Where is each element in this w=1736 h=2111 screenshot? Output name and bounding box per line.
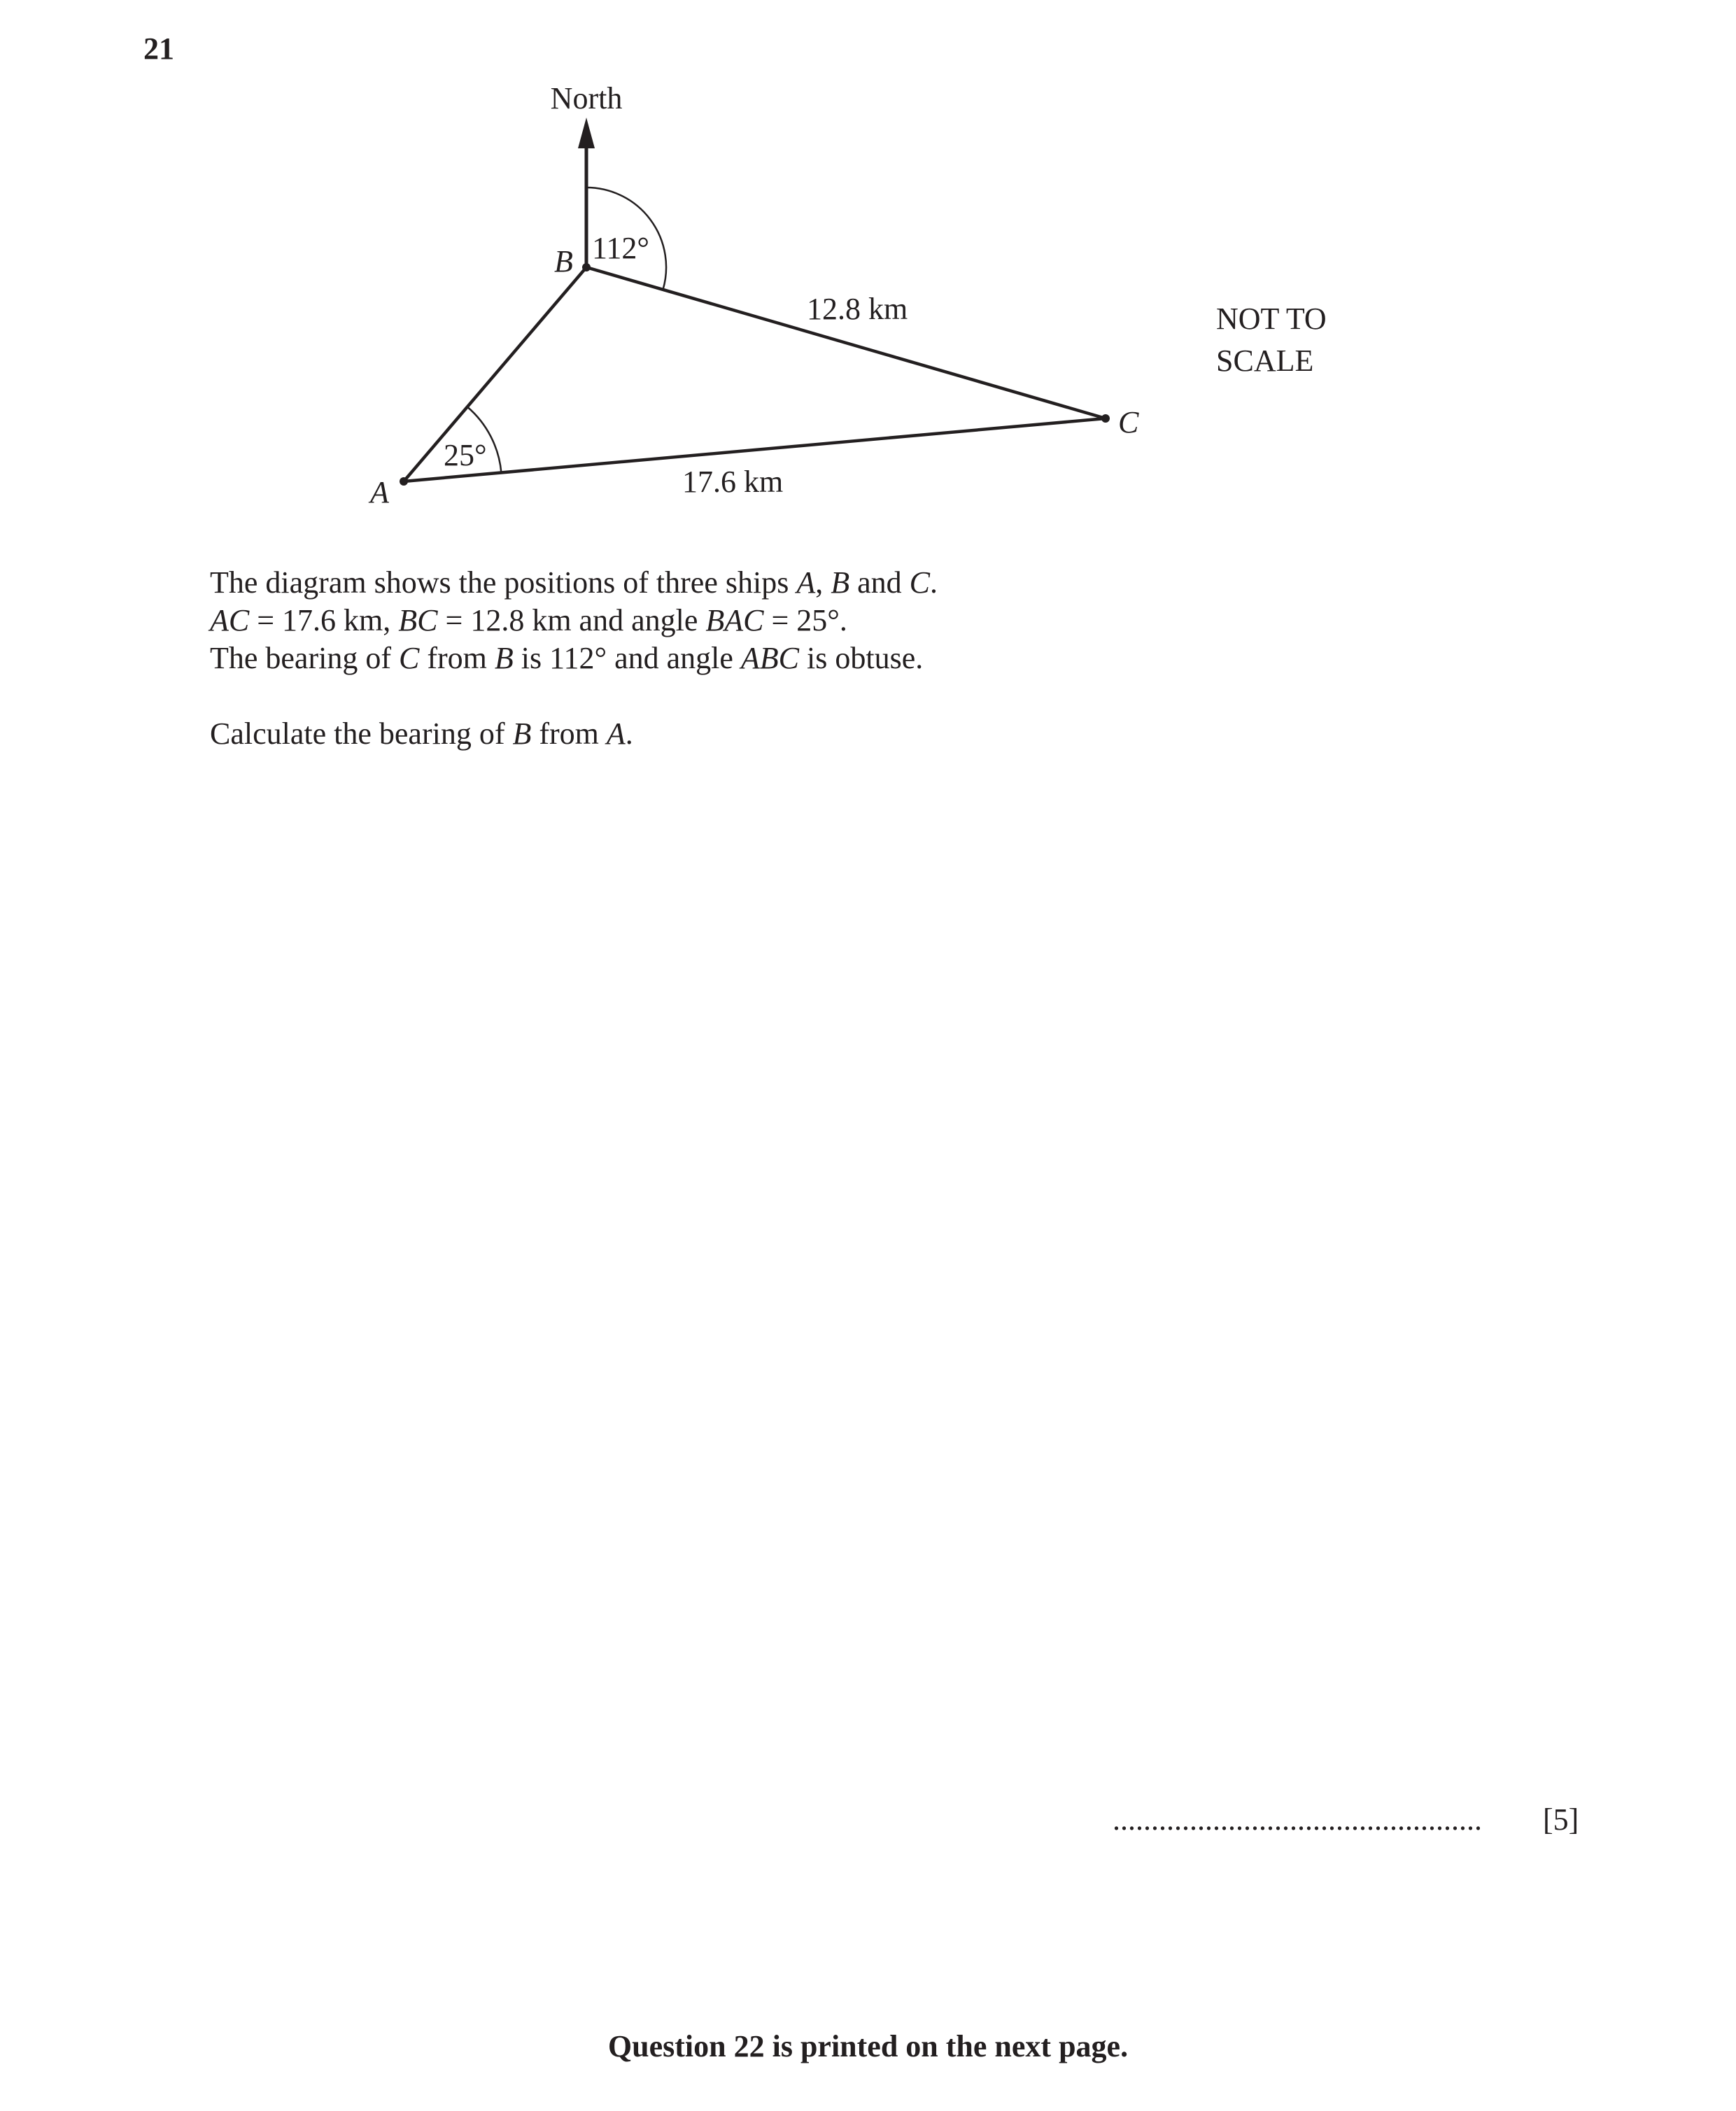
side-bc [586,267,1106,418]
side-ab [404,267,586,481]
answer-line[interactable]: ................................................ [1113,1802,1482,1837]
footer-note: Question 22 is printed on the next page. [607,2029,1129,2063]
text-line-1: The diagram shows the positions of three ships A, B and C. [210,565,938,600]
length-label-bc: 12.8 km [807,292,908,326]
question-prompt: Calculate the bearing of B from A. [210,716,633,751]
marks-label: [5] [1543,1802,1579,1837]
text-line-2: AC = 17.6 km, BC = 12.8 km and angle BAC = 25°. [210,603,847,637]
point-c [1101,414,1110,423]
not-to-scale-line-2: SCALE [1216,344,1314,378]
point-b [582,263,591,271]
not-to-scale-line-1: NOT TO [1216,302,1327,336]
ship-bearing-diagram [0,0,1736,560]
point-label-a: A [370,475,389,509]
point-a [400,477,408,486]
angle-label-a: 25° [444,438,487,472]
angle-label-b: 112° [592,231,649,265]
text-line-3: The bearing of C from B is 112° and angle ABC is obtuse. [210,641,924,675]
length-label-ac: 17.6 km [682,465,784,499]
north-label: North [550,81,623,115]
question-number: 21 [143,31,174,66]
question-text [210,564,938,677]
not-to-scale-note [1216,298,1327,382]
point-label-b: B [554,244,573,278]
point-label-c: C [1118,405,1139,439]
north-arrowhead [578,118,595,148]
